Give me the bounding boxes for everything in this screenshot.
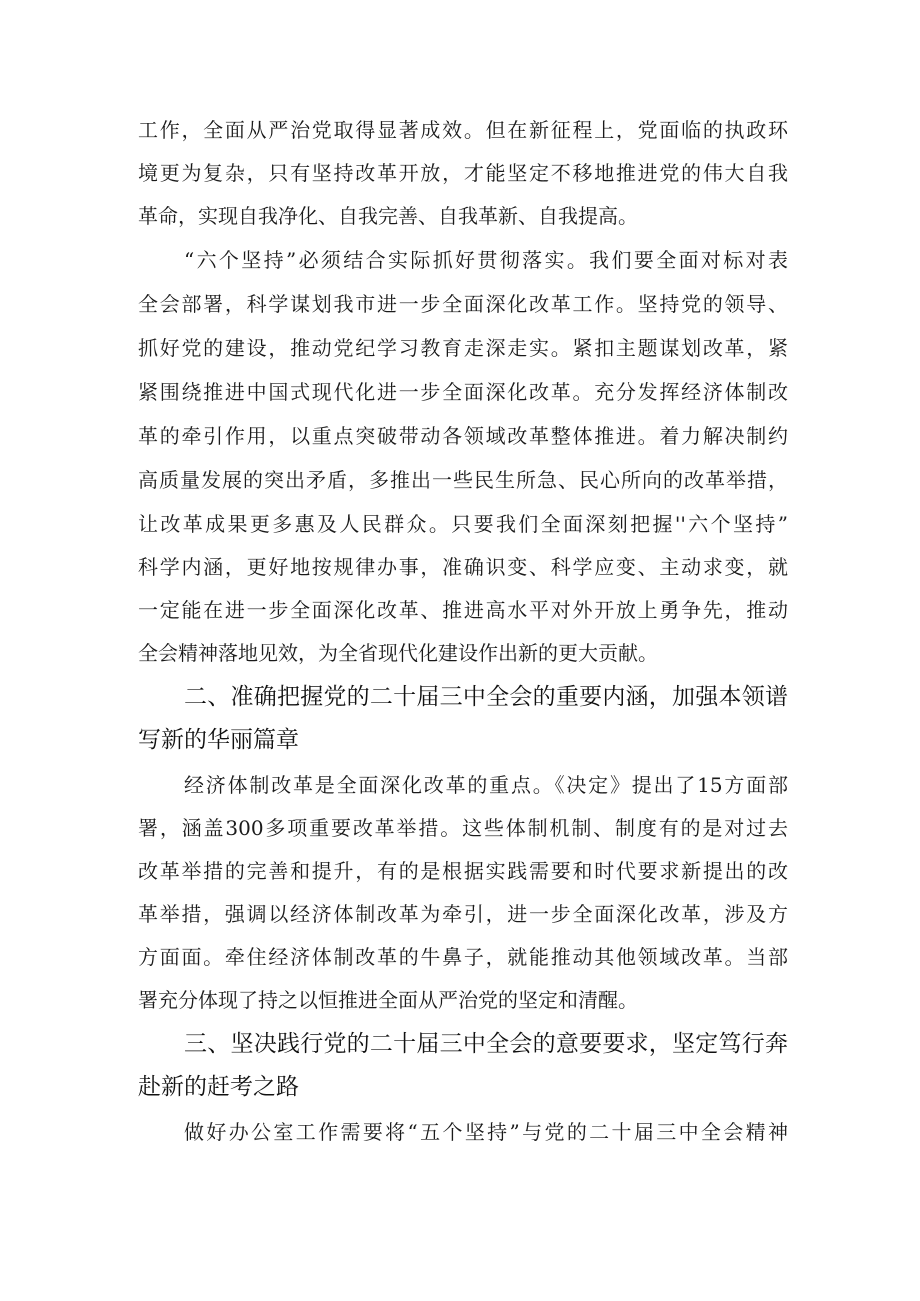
paragraph-line: 方面面。牵住经济体制改革的牛鼻子，就能推动其他领域改革。当部: [138, 945, 788, 969]
paragraph-line: 做好办公室工作需要将“五个坚持”与党的二十届三中全会精神: [184, 1120, 788, 1144]
paragraph-line: 境更为复杂，只有坚持改革开放，才能坚定不移地推进党的伟大自我: [138, 161, 788, 185]
section-heading-line: 赴新的赶考之路: [138, 1074, 299, 1100]
paragraph-line: 署，涵盖300多项重要改革举措。这些体制机制、制度有的是对过去: [138, 816, 788, 840]
paragraph-line: 经济体制改革是全面深化改革的重点。《决定》提出了15方面部: [184, 773, 788, 797]
paragraph-line: 紧围绕推进中国式现代化进一步全面深化改革。充分发挥经济体制改: [138, 380, 788, 404]
paragraph-line: 改革举措的完善和提升，有的是根据实践需要和时代要求新提出的改: [138, 859, 788, 883]
section-heading-line: 二、准确把握党的二十届三中全会的重要内涵，加强本领谱: [184, 684, 788, 710]
paragraph-line: 高质量发展的突出矛盾，多推出一些民生所急、民心所向的改革举措，: [138, 468, 788, 492]
paragraph-line: 署充分体现了持之以恒推进全面从严治党的坚定和清醒。: [138, 988, 638, 1012]
paragraph-line: 全会精神落地见效，为全省现代化建设作出新的更大贡献。: [138, 641, 658, 665]
section-heading-line: 写新的华丽篇章: [138, 727, 299, 753]
paragraph-line: 革举措，强调以经济体制改革为牵引，进一步全面深化改革，涉及方: [138, 902, 788, 926]
paragraph-line: 革命，实现自我净化、自我完善、自我革新、自我提高。: [138, 204, 638, 228]
paragraph-line: 科学内涵，更好地按规律办事，准确识变、科学应变、主动求变，就: [138, 555, 788, 579]
paragraph-line: 革的牵引作用，以重点突破带动各领域改革整体推进。着力解决制约: [138, 424, 788, 448]
paragraph-line: 让改革成果更多惠及人民群众。只要我们全面深刻把握''六个坚持”: [138, 512, 788, 536]
paragraph-line: “六个坚持”必须结合实际抓好贯彻落实。我们要全面对标对表: [184, 248, 788, 272]
paragraph-line: 全会部署，科学谋划我市进一步全面深化改革工作。坚持党的领导、: [138, 292, 788, 316]
paragraph-line: 一定能在进一步全面深化改革、推进高水平对外开放上勇争先，推动: [138, 598, 788, 622]
paragraph-line: 抓好党的建设，推动党纪学习教育走深走实。紧扣主题谋划改革，紧: [138, 336, 788, 360]
section-heading-line: 三、坚决践行党的二十届三中全会的意要要求，坚定笃行奔: [184, 1031, 788, 1057]
paragraph-line: 工作，全面从严治党取得显著成效。但在新征程上，党面临的执政环: [138, 118, 788, 142]
